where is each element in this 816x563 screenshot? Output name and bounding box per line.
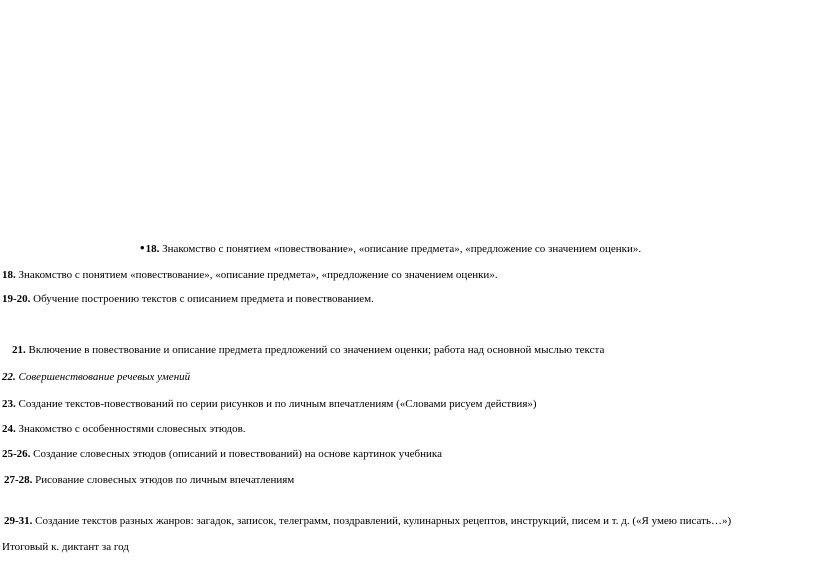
item-text: Создание текстов-повествований по серии рисунков и по личным впечатлениям («Словами рисуем действия») [15, 398, 537, 410]
item-number: 29-31. [4, 515, 33, 527]
item-number: 18. [145, 243, 160, 255]
list-item-18-bullet [140, 241, 641, 256]
list-item-25-26 [2, 447, 442, 461]
item-text: Создание словесных этюдов (описаний и повествований) на основе картинок учебника [30, 448, 442, 460]
list-item-27-28 [4, 473, 294, 487]
list-item-23 [2, 397, 537, 411]
item-text: Знакомство с особенностями словесных этюдов. [15, 423, 246, 435]
item-text: Включение в повествование и описание предмета предложений со значением оценки; работа над основной мыслью текста [25, 344, 605, 356]
list-item-21 [12, 343, 604, 357]
list-item-19-20 [2, 292, 374, 306]
bullet-icon: • [140, 240, 145, 255]
list-item-29-31 [4, 514, 731, 528]
item-text: Рисование словесных этюдов по личным впечатлениям [32, 474, 295, 486]
item-text: Совершенствование речевых умений [15, 371, 191, 383]
item-text: Обучение построению текстов с описанием предмета и повествованием. [30, 293, 374, 305]
item-text: Создание текстов разных жанров: загадок, записок, телеграмм, поздравлений, кулинарных рецептов, инструкций, писем и т. д. («Я умею писать…») [32, 515, 732, 527]
item-number: 24. [2, 423, 16, 435]
item-number: 21. [12, 344, 26, 356]
list-item-22 [2, 370, 190, 384]
item-number: 27-28. [4, 474, 33, 486]
list-item-18 [2, 268, 498, 282]
list-item-24 [2, 422, 246, 436]
item-number: 25-26. [2, 448, 31, 460]
item-number: 18. [2, 269, 16, 281]
item-number: 23. [2, 398, 16, 410]
item-number: 19-20. [2, 293, 31, 305]
final-dictation-line [2, 540, 129, 554]
item-text: Знакомство с понятием «повествование», «описание предмета», «предложение со значением оценки». [159, 243, 642, 255]
item-text: Итоговый к. диктант за год [2, 541, 129, 553]
item-text: Знакомство с понятием «повествование», «описание предмета», «предложение со значением оценки». [15, 269, 498, 281]
item-number: 22. [2, 371, 16, 383]
